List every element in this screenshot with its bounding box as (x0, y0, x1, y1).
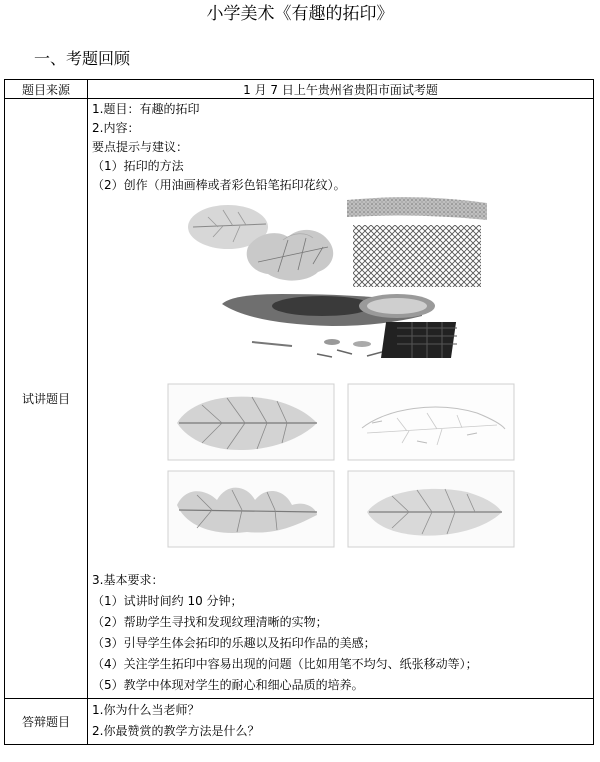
leaf-rubbing-image (167, 470, 337, 550)
illustration-area (92, 195, 589, 570)
lecture-line: （2）创作（用油画棒或者彩色铅笔拓印花纹）。 (92, 178, 346, 192)
requirement-line: （4）关注学生拓印中容易出现的问题（比如用笔不均匀、纸张移动等）； (92, 657, 478, 671)
table-row-lecture (5, 99, 594, 699)
source-value: 1 月 7 日上午贵州省贵阳市面试考题 (88, 80, 594, 99)
lecture-line: 要点提示与建议： (92, 140, 189, 154)
leaf-rubbing-image (188, 202, 343, 287)
lecture-content (88, 99, 594, 699)
defense-question: 2.你最赞赏的教学方法是什么？ (92, 724, 260, 738)
requirement-line: （3）引导学生体会拓印的乐趣以及拓印作品的美感； (92, 636, 376, 650)
requirement-line: （5）教学中体现对学生的耐心和细心品质的培养。 (92, 678, 364, 692)
requirement-line: 3.基本要求： (92, 573, 164, 587)
requirement-line: （1）试讲时间约 10 分钟； (92, 594, 243, 608)
defense-content (88, 699, 594, 745)
table-row-source (5, 80, 594, 99)
texture-swatch-image (347, 195, 487, 290)
lecture-line: 2.内容： (92, 121, 140, 135)
defense-question: 1.你为什么当老师？ (92, 703, 200, 717)
defense-label: 答辩题目 (5, 699, 88, 745)
lecture-line: 1.题目：有趣的拓印 (92, 102, 200, 116)
section-heading: 一、考题回顾 (34, 49, 131, 68)
page-title: 小学美术《有趣的拓印》 (206, 4, 394, 24)
leaf-rubbing-image (347, 383, 517, 463)
requirement-line: （2）帮助学生寻找和发现纹理清晰的实物； (92, 615, 328, 629)
leaf-rubbing-image (347, 470, 517, 550)
source-label: 题目来源 (5, 80, 88, 99)
table-row-defense (5, 699, 594, 745)
exam-table (4, 79, 594, 745)
lecture-line: （1）拓印的方法 (92, 159, 184, 173)
leaf-rubbing-image (167, 383, 337, 463)
lecture-label: 试讲题目 (5, 99, 88, 699)
tools-photo-image (222, 294, 462, 372)
